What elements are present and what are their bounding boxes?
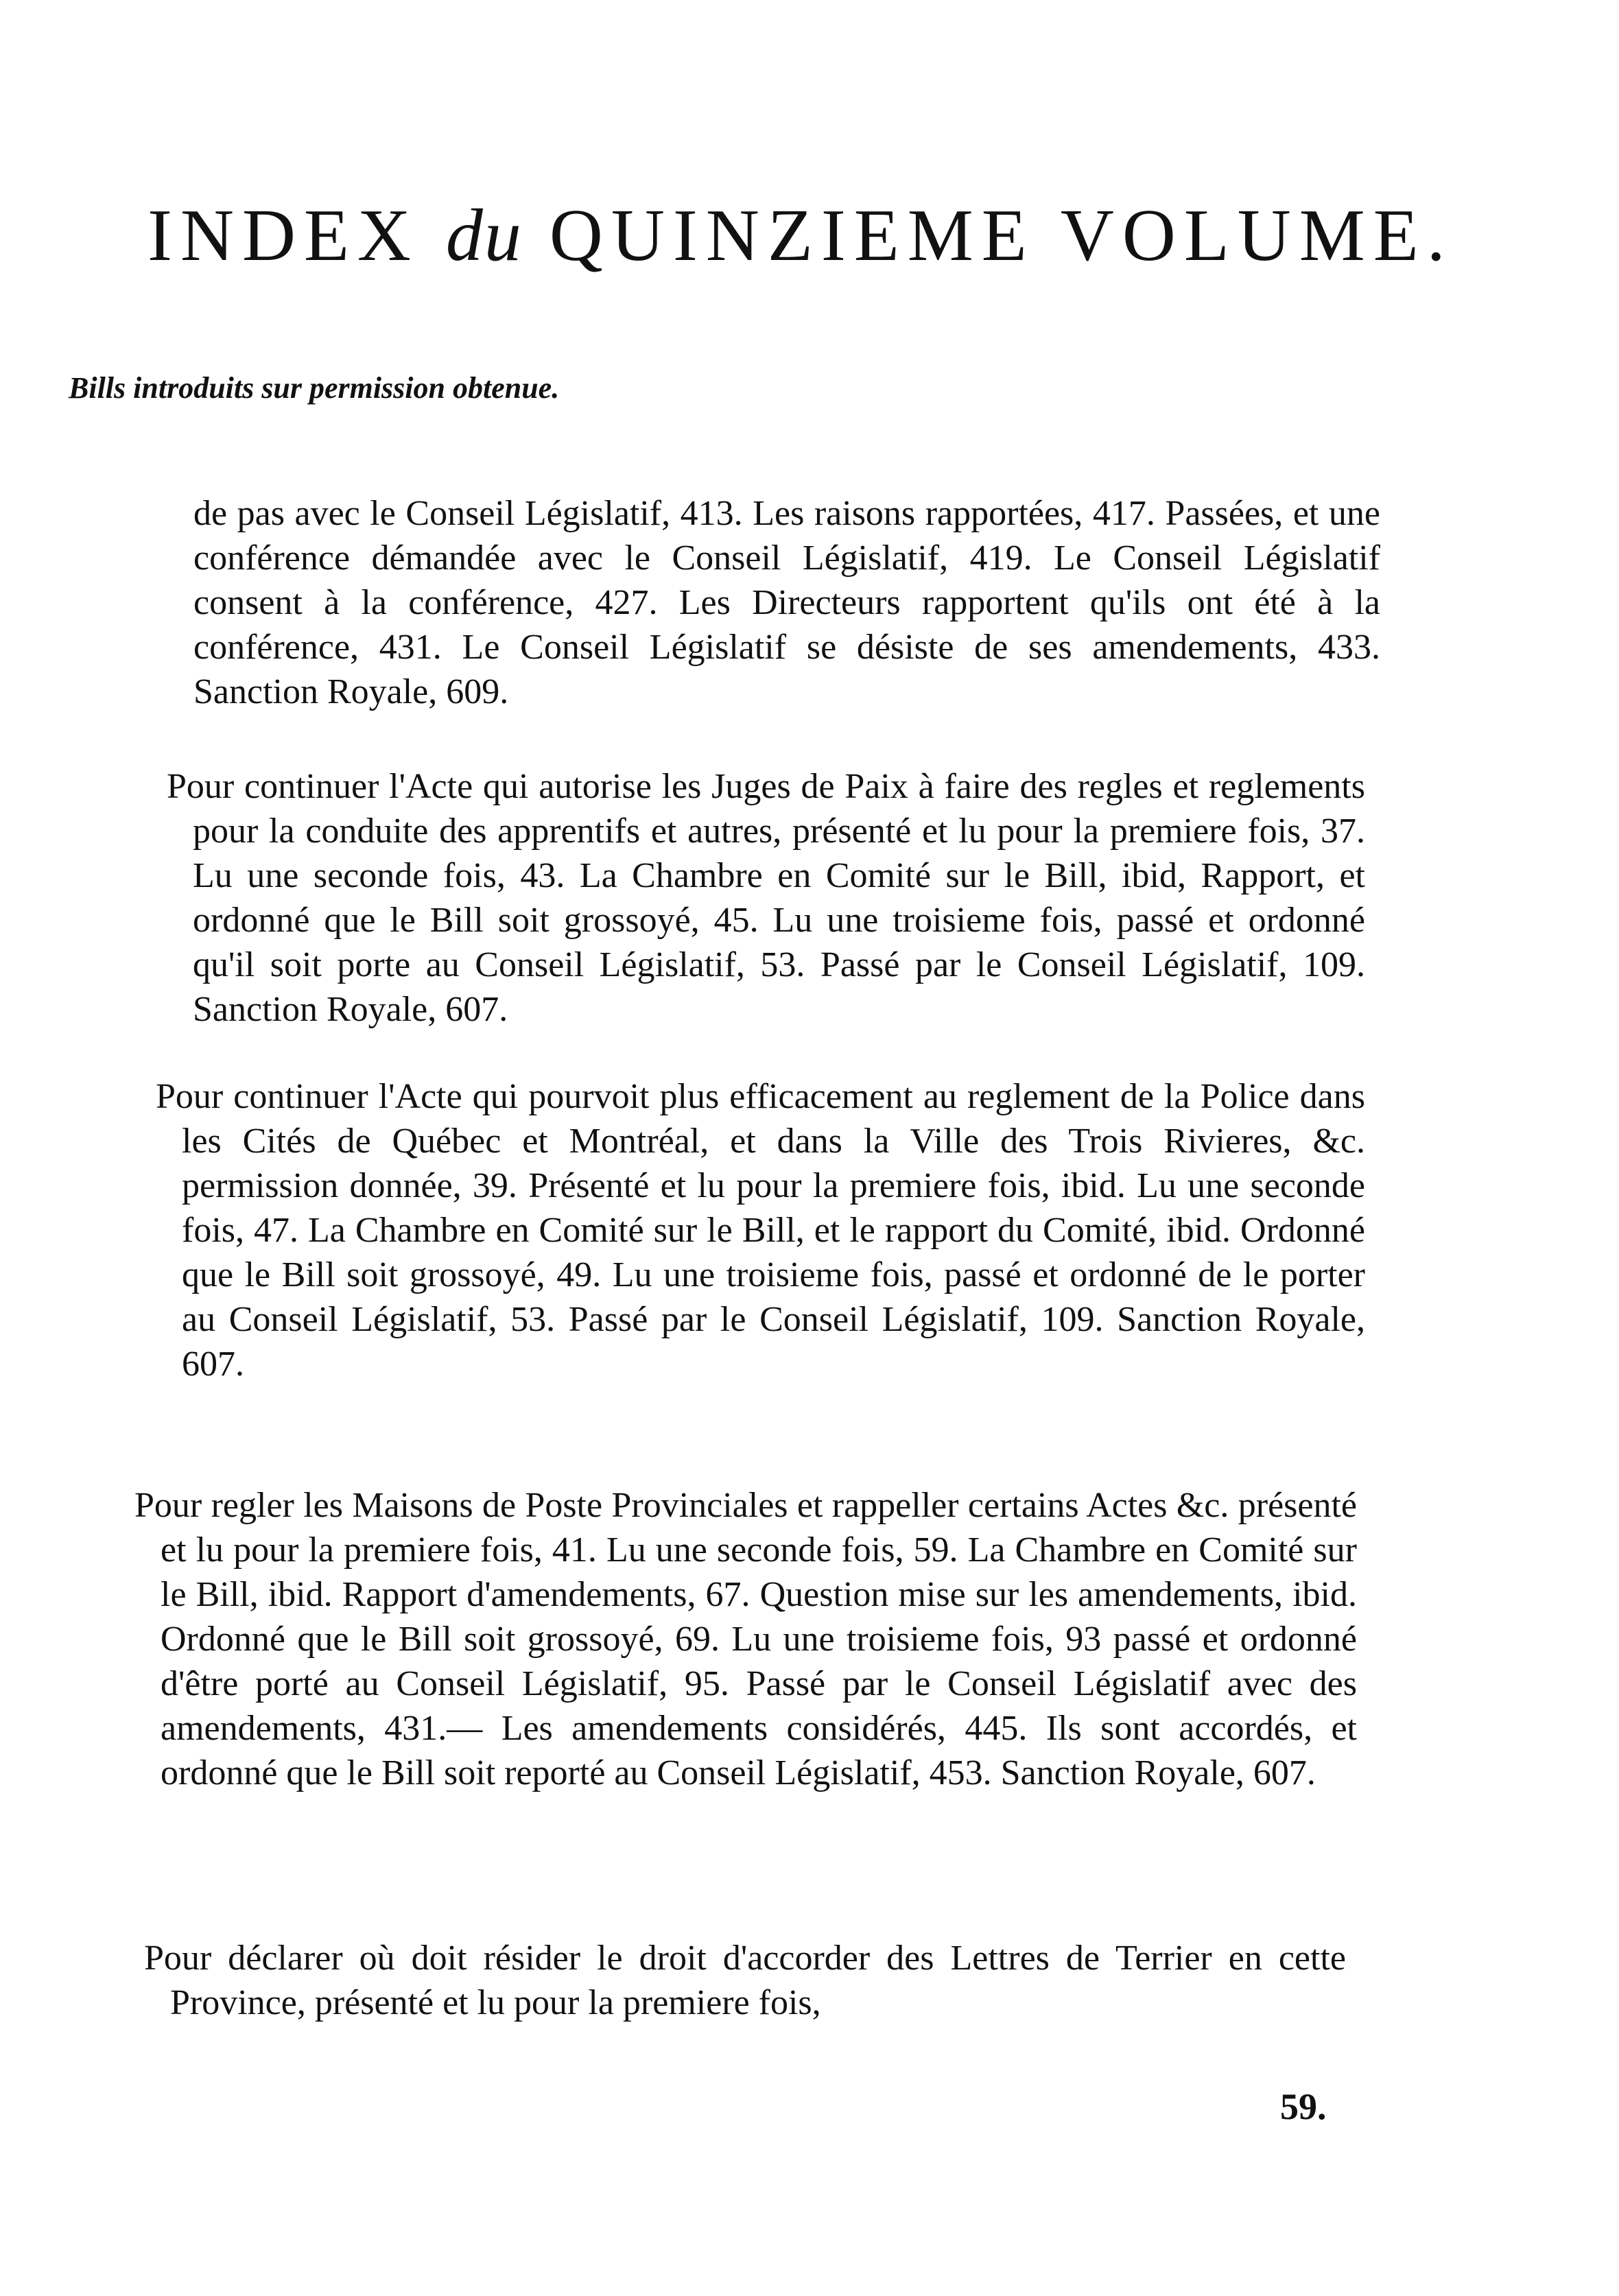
index-entry: Pour continuer l'Acte qui pourvoit plus efficacement au reglement de la Police dans les Cités de Québec et Montréal, et dans la Ville des Trois Rivieres, &c. permission donnée, 39. Présenté et lu pour la premiere fois, ibid. Lu une seconde fois, 47. La Chambre en Comité sur le Bill, et le rapport du Comité, ibid. Ordonné que le Bill soit grossoyé, 49. Lu une troisieme fois, passé et ordonné de le porter au Conseil Législatif, 53. Passé par le Conseil Législatif, 109. Sanction Royale, 607. [156,1077,1365,1384]
title-main: INDEX [147,195,419,276]
index-entry: Pour déclarer où doit résider le droit d'accorder des Lettres de Terrier en cette Province, présenté et lu pour la premiere fois, [144,1939,1346,2022]
page-number: 59. [1280,2086,1327,2127]
title-italic: du [445,195,523,276]
index-entry: de pas avec le Conseil Législatif, 413. Les raisons rapportées, 417. Passées, et une conférence démandée avec le Conseil Législatif, 419. Le Conseil Législatif consent à la conférence, 427. Les Directeurs rapportent qu'ils ont été à la conférence, 431. Le Conseil Législatif se désiste de ses amendements, 433. Sanction Royale, 609. [193,494,1380,711]
section-heading: Bills introduits sur permission obtenue. [69,371,560,405]
index-entry: Pour regler les Maisons de Poste Provinciales et rappeller certains Actes &c. présenté et lu pour la premiere fois, 41. Lu une seconde fois, 59. La Chambre en Comité sur le Bill, ibid. Rapport d'amendements, 67. Question mise sur les amendements, ibid. Ordonné que le Bill soit grossoyé, 69. Lu une troisieme fois, 93 passé et ordonné d'être porté au Conseil Législatif, 95. Passé par le Conseil Législatif avec des amendements, 431.— Les amendements considérés, 445. Ils sont accordés, et ordonné que le Bill soit reporté au Conseil Législatif, 453. Sanction Royale, 607. [134,1486,1357,1792]
index-entry: Pour continuer l'Acte qui autorise les Juges de Paix à faire des regles et reglements pour la conduite des apprentifs et autres, présenté et lu pour la premiere fois, 37. Lu une seconde fois, 43. La Chambre en Comité sur le Bill, ibid, Rapport, et ordonné que le Bill soit grossoyé, 45. Lu une troisieme fois, passé et ordonné qu'il soit porte au Conseil Législatif, 53. Passé par le Conseil Législatif, 109. Sanction Royale, 607. [167,767,1365,1029]
page-title [147,195,1454,276]
title-rest: QUINZIEME VOLUME. [549,195,1454,276]
